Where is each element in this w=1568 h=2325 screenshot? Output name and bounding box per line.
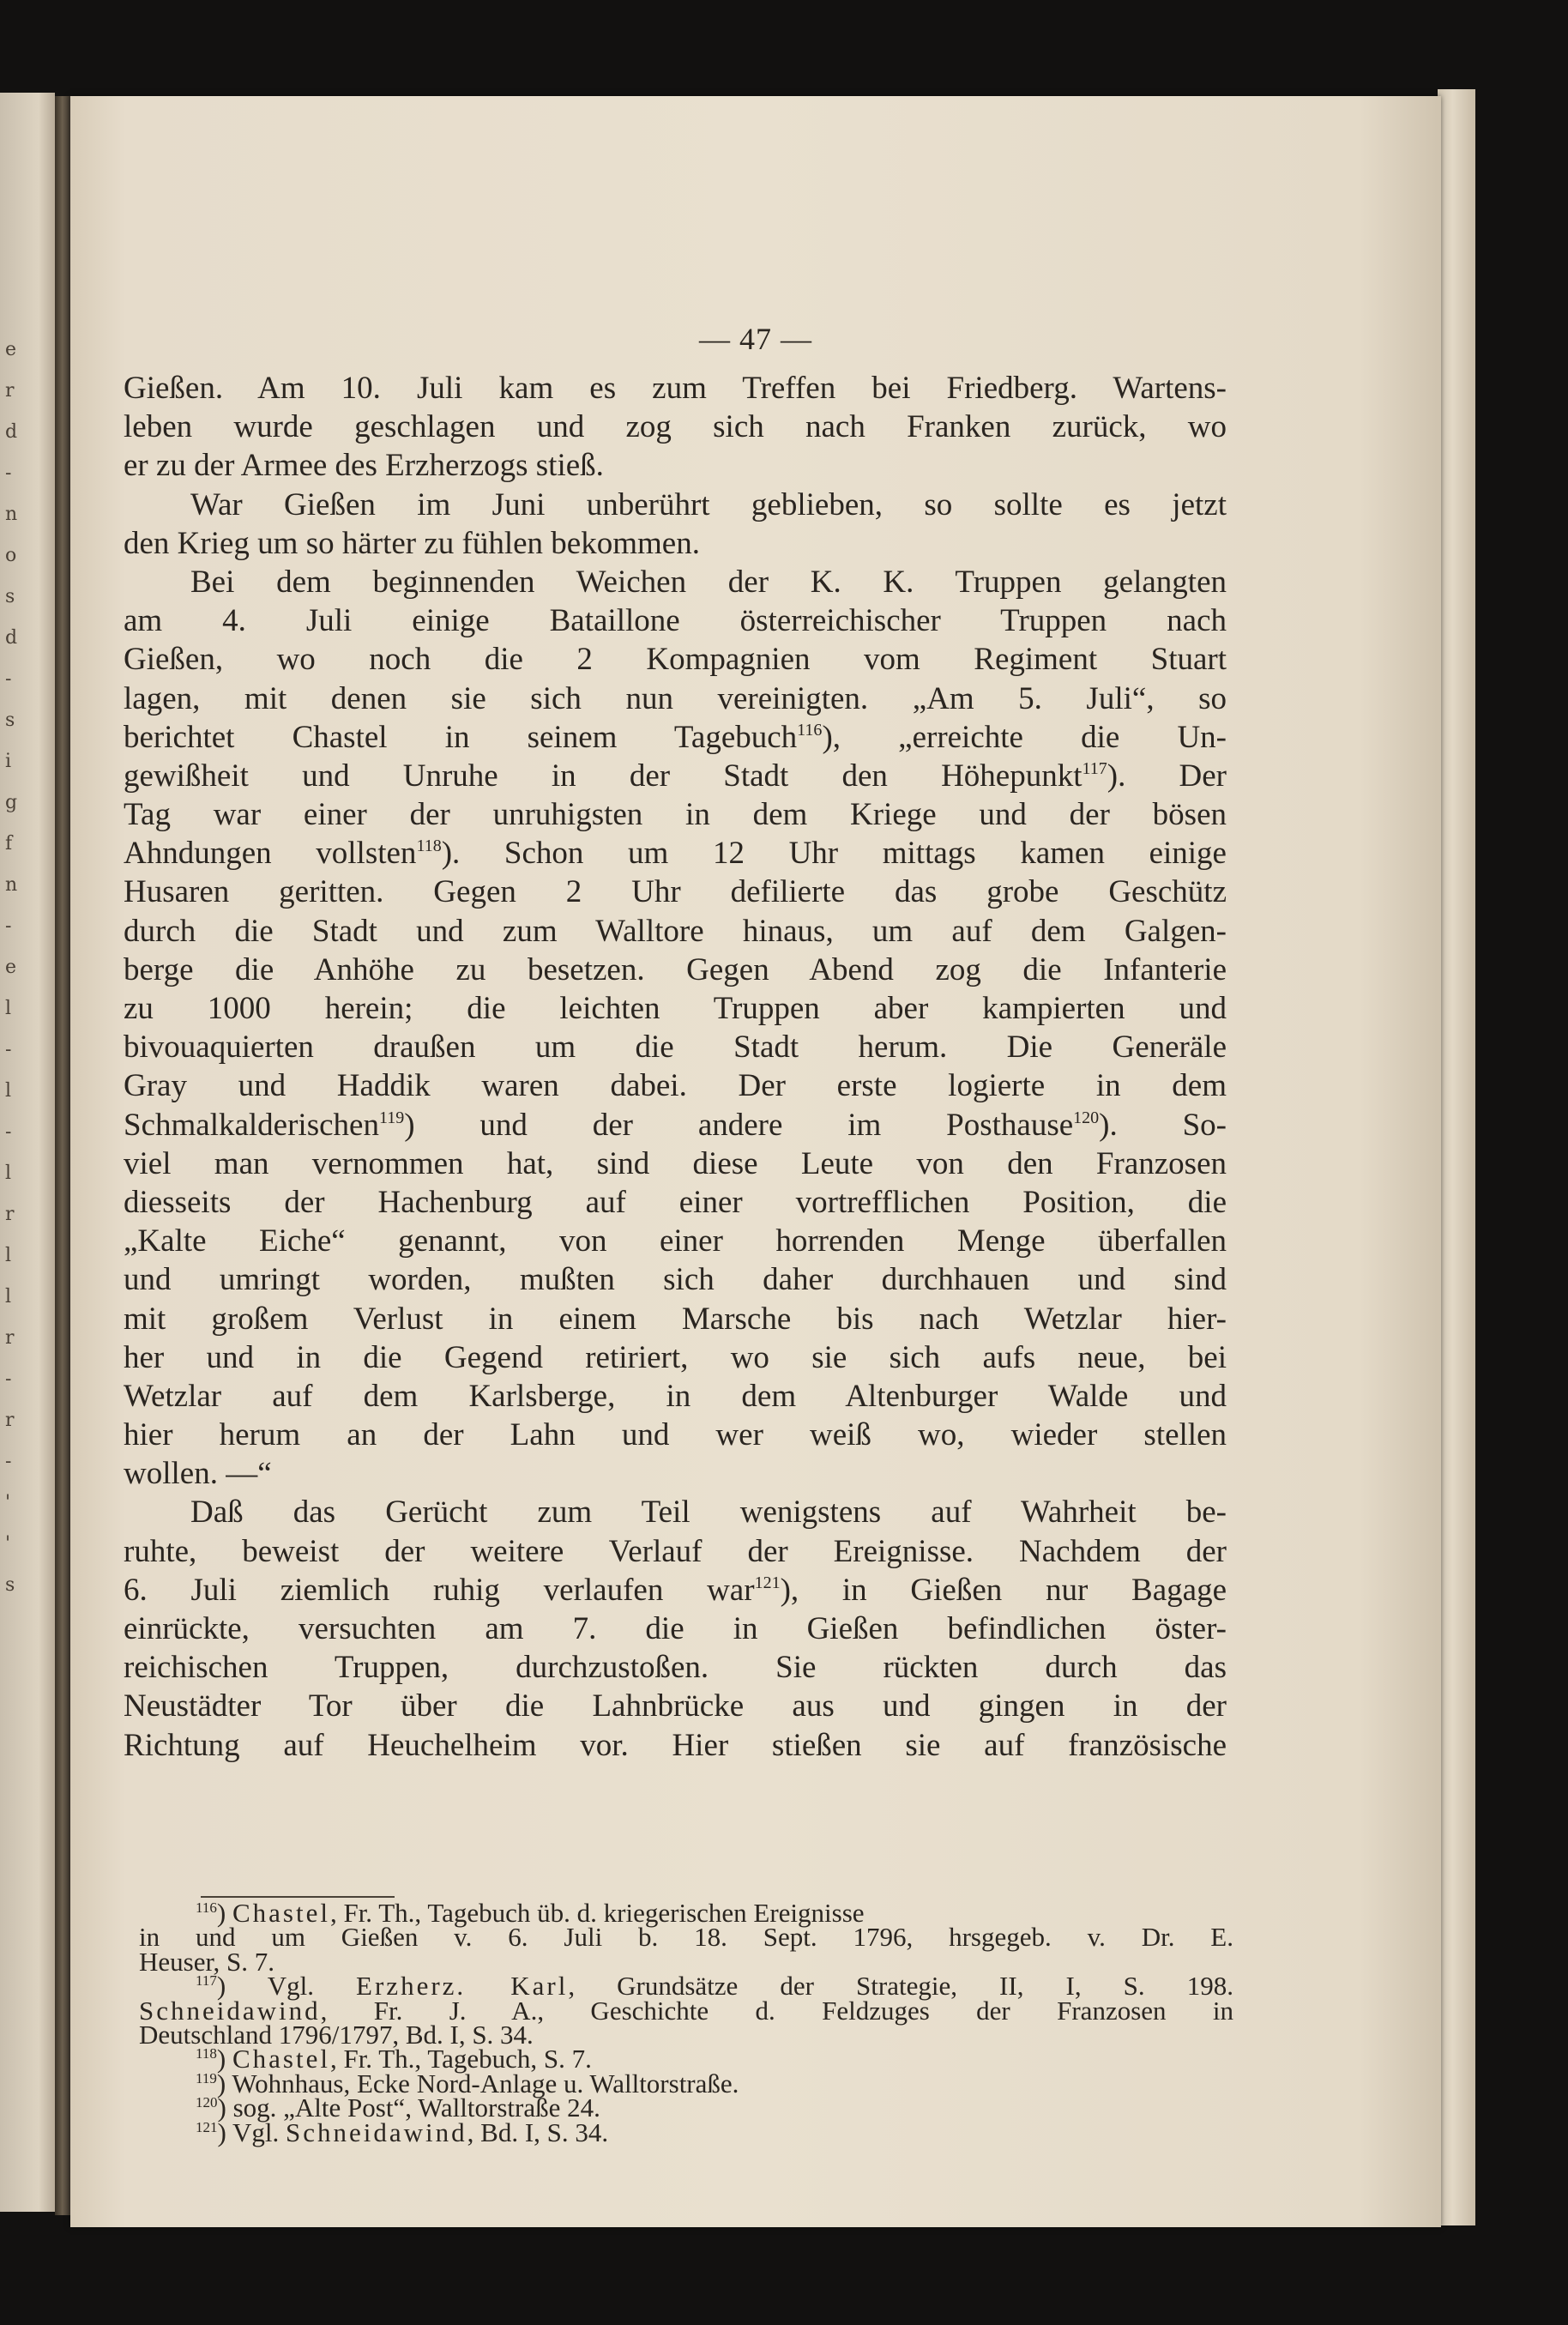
text-run: durch die Stadt und zum Walltore hinaus, um auf dem Galgen- — [124, 913, 1227, 949]
footnote-text: , Fr. Th., Tagebuch, S. 7. — [329, 2044, 592, 2074]
text-line — [124, 1106, 1227, 1144]
text-run: lagen, mit denen sie sich nun vereinigten. „Am 5. Juli“, so — [124, 680, 1227, 716]
text-line — [124, 834, 1227, 873]
text-run: berichtet Chastel in seinem Tagebuch — [124, 719, 798, 755]
text-run: Richtung auf Heuchelheim vor. Hier stießen sie auf französische — [124, 1727, 1227, 1763]
text-run: 6. Juli ziemlich ruhig verlaufen war — [124, 1572, 755, 1608]
text-line — [124, 563, 1227, 601]
footnote-ref: 119 — [378, 1108, 405, 1127]
text-run: ). So- — [1099, 1107, 1227, 1143]
text-line — [124, 1648, 1227, 1687]
footnote-text: Heuser, S. 7. — [139, 1946, 275, 1977]
footnote-text: ) — [216, 2044, 232, 2074]
footnote-number: 120 — [196, 2094, 218, 2111]
footnote-line — [139, 1922, 1233, 1953]
text-line — [124, 1144, 1227, 1183]
text-line — [124, 718, 1227, 757]
text-run: hier herum an der Lahn und wer weiß wo, wieder stellen — [124, 1417, 1227, 1453]
text-line — [124, 1609, 1227, 1648]
text-line — [124, 1260, 1227, 1299]
text-run: zu 1000 herein; die leichten Truppen aber kampierten und — [124, 991, 1227, 1026]
footnote-author: Schneidawind — [286, 2117, 467, 2147]
footnote-text: , Grundsätze der Strategie, II, I, S. 198. — [568, 1971, 1234, 2002]
text-run: und umringt worden, mußten sich daher durchhauen und sind — [124, 1262, 1227, 1298]
text-run: Schmalkalderischen — [124, 1107, 379, 1143]
footnote-text: , Fr. Th., Tagebuch üb. d. kriegerischen Ereignisse — [329, 1898, 865, 1928]
text-run: berge die Anhöhe zu besetzen. Gegen Abend zog die Infanterie — [124, 951, 1227, 987]
text-line — [124, 1532, 1227, 1571]
text-run: den Krieg um so härter zu fühlen bekommen. — [124, 525, 700, 561]
text-line — [124, 1726, 1227, 1765]
text-line — [124, 1687, 1227, 1725]
text-run: Tag war einer der unruhigsten in dem Kriege und der bösen — [124, 797, 1227, 833]
text-run: War Gießen im Juni unberührt geblieben, so sollte es jetzt — [190, 486, 1227, 522]
text-line — [124, 408, 1227, 446]
page-edge-stack — [1438, 89, 1475, 2225]
text-run: Gießen. Am 10. Juli kam es zum Treffen bei Friedberg. Wartens- — [124, 371, 1227, 406]
text-line — [124, 524, 1227, 563]
footnote-text: ) Vgl. — [217, 2117, 286, 2147]
text-line — [124, 795, 1227, 834]
text-line — [124, 601, 1227, 640]
footnote-ref: 117 — [1082, 758, 1107, 778]
text-line — [124, 1377, 1227, 1416]
text-run: wollen. —“ — [124, 1456, 272, 1492]
footnote-text: Deutschland 1796/1797, Bd. I, S. 34. — [139, 2019, 534, 2050]
text-run: diesseits der Hachenburg auf einer vortrefflichen Position, die — [124, 1184, 1227, 1220]
body-text — [124, 369, 1227, 1765]
text-line — [124, 1338, 1227, 1377]
text-run: am 4. Juli einige Bataillone österreichischer Truppen nach — [124, 603, 1227, 639]
text-run: ) und der andere im Posthause — [404, 1107, 1074, 1143]
footnote-text: in und um Gießen v. 6. Juli b. 18. Sept. 1796, hrsgegeb. v. Dr. E. — [139, 1922, 1233, 1953]
footnote-number: 116 — [196, 1899, 217, 1916]
footnote-ref: 116 — [797, 720, 823, 740]
footnote-author: Chastel — [232, 1898, 330, 1928]
text-line — [124, 1300, 1227, 1338]
text-run: bivouaquierten draußen um die Stadt herum. Die Generäle — [124, 1030, 1227, 1066]
text-line — [124, 912, 1227, 951]
left-adjacent-page: e r d - n o s d - s i g f n - e l - l - l r l l r - r - ' ' s — [0, 93, 55, 2212]
text-line — [124, 640, 1227, 679]
text-run: ), in Gießen nur Bagage — [780, 1572, 1227, 1608]
footnote-ref: 121 — [754, 1573, 781, 1592]
text-run: Ahndungen vollsten — [124, 836, 417, 872]
text-line — [124, 1571, 1227, 1609]
text-run: einrückte, versuchten am 7. die in Gießen befindlichen öster- — [124, 1611, 1227, 1646]
text-line — [124, 1416, 1227, 1454]
text-run: Gießen, wo noch die 2 Kompagnien vom Regiment Stuart — [124, 642, 1227, 678]
footnote-number: 117 — [196, 1972, 217, 1990]
text-run: ruhte, beweist der weitere Verlauf der Ereignisse. Nachdem der — [124, 1533, 1227, 1569]
text-line — [124, 989, 1227, 1028]
text-run: gewißheit und Unruhe in der Stadt den Höhepunkt — [124, 758, 1083, 794]
text-run: Bei dem beginnenden Weichen der K. K. Truppen gelangten — [190, 564, 1227, 600]
footnote-author: Schneidawind — [139, 1995, 321, 2026]
footnote-author: Erzherz. Karl — [356, 1971, 569, 2002]
footnote-text: ) Wohnhaus, Ecke Nord-Anlage u. Walltorstraße. — [216, 2068, 739, 2099]
footnote-text: , Fr. J. A., Geschichte d. Feldzuges der Franzosen in — [320, 1995, 1233, 2026]
text-line — [124, 1222, 1227, 1260]
text-run: viel man vernommen hat, sind diese Leute von den Franzosen — [124, 1145, 1227, 1181]
text-run: her und in die Gegend retiriert, wo sie sich aufs neue, bei — [124, 1339, 1227, 1375]
text-line — [124, 446, 1227, 485]
text-line — [124, 1183, 1227, 1222]
text-run: Husaren geritten. Gegen 2 Uhr defilierte das grobe Geschütz — [124, 874, 1227, 910]
footnote-ref: 118 — [416, 836, 442, 856]
footnote-number: 119 — [196, 2069, 217, 2086]
text-line — [124, 369, 1227, 408]
text-line — [124, 757, 1227, 795]
text-run: er zu der Armee des Erzherzogs stieß. — [124, 448, 604, 484]
text-run: leben wurde geschlagen und zog sich nach Franken zurück, wo — [124, 409, 1227, 445]
footnote-number: 118 — [196, 2045, 217, 2062]
text-line — [124, 1028, 1227, 1066]
text-run: Neustädter Tor über die Lahnbrücke aus und gingen in der — [124, 1688, 1227, 1724]
text-line — [124, 486, 1227, 524]
text-run: reichischen Truppen, durchzustoßen. Sie rückten durch das — [124, 1650, 1227, 1686]
text-run: ). Schon um 12 Uhr mittags kamen einige — [441, 836, 1227, 872]
text-line — [124, 679, 1227, 718]
text-run: Gray und Haddik waren dabei. Der erste logierte in dem — [124, 1068, 1227, 1104]
footnote-author: Chastel — [232, 2044, 330, 2074]
text-line — [124, 951, 1227, 989]
footnotes — [139, 1898, 1234, 2147]
text-line — [124, 1066, 1227, 1105]
text-run: mit großem Verlust in einem Marsche bis nach Wetzlar hier- — [124, 1301, 1227, 1337]
footnote-text: ) Vgl. — [216, 1971, 357, 2002]
text-line — [124, 873, 1227, 911]
footnote-text: ) — [216, 1898, 232, 1928]
page-number: — 47 — — [699, 322, 812, 356]
footnote-line — [139, 2117, 1233, 2147]
text-run: „Kalte Eiche“ genannt, von einer horrenden Menge überfallen — [124, 1223, 1227, 1259]
footnote-ref: 120 — [1073, 1108, 1100, 1127]
footnote-number: 121 — [196, 2118, 218, 2135]
book-page — [70, 96, 1441, 2227]
text-run: ), „erreichte die Un- — [822, 719, 1227, 755]
text-line — [124, 1454, 1227, 1493]
text-line — [124, 1493, 1227, 1531]
footnote-text: , Bd. I, S. 34. — [467, 2117, 609, 2147]
text-run: Wetzlar auf dem Karlsberge, in dem Altenburger Walde und — [124, 1378, 1227, 1414]
footnote-text: ) sog. „Alte Post“, Walltorstraße 24. — [217, 2092, 600, 2123]
text-run: ). Der — [1107, 758, 1227, 794]
text-run: Daß das Gerücht zum Teil wenigstens auf Wahrheit be- — [190, 1495, 1227, 1531]
